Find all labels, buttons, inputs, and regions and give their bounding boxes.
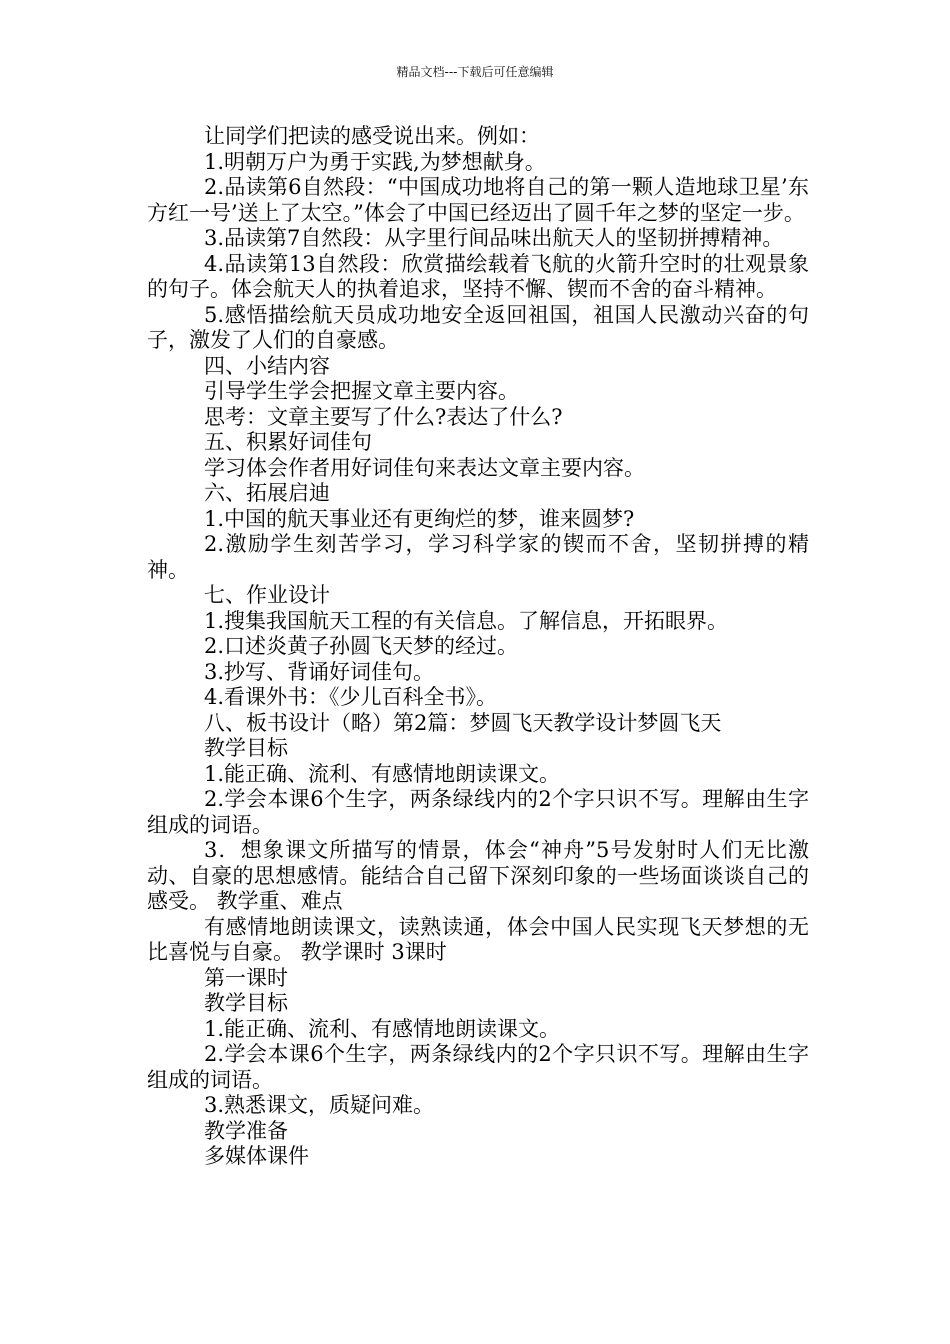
paragraph: 1.中国的航天事业还有更绚烂的梦，谁来圆梦? xyxy=(204,506,635,531)
section-heading: 八、板书设计（略）第2篇：梦圆飞天教学设计梦圆飞天 xyxy=(204,710,722,735)
paragraph: 4.看课外书：《少儿百科全书》。 xyxy=(204,685,498,709)
paragraph: 让同学们把读的感受说出来。例如： xyxy=(204,124,540,148)
paragraph: 1.能正确、流利、有感情地朗读课文。 xyxy=(204,1016,561,1041)
paragraph: 4.品读第13自然段：欣赏描绘载着飞航的火箭升空时的壮观景象的句子。体会航天人的执着追求，坚持不懈、锲而不舍的奋斗精神。 xyxy=(147,251,809,301)
section-heading: 六、拓展启迪 xyxy=(204,481,330,505)
paragraph: 3.品读第7自然段：从字里行间品味出航天人的坚韧拼搏精神。 xyxy=(204,226,784,250)
section-heading: 教学目标 xyxy=(204,736,288,760)
paragraph: 1.搜集我国航天工程的有关信息。了解信息，开拓眼界。 xyxy=(204,608,729,633)
paragraph: 2.品读第6自然段：“中国成功地将自己的第一颗人造地球卫星’东方红一号’送上了太空。”体会了中国已经迈出了圆千年之梦的坚定一步。 xyxy=(147,175,809,225)
section-heading: 第一课时 xyxy=(204,965,288,990)
paragraph: 3．想象课文所描写的情景，体会“神舟”5号发射时人们无比激动、自豪的思想感情。能结合自己留下深刻印象的一些场面谈谈自己的感受。 教学重、难点 xyxy=(147,838,809,913)
paragraph: 多媒体课件 xyxy=(204,1144,309,1168)
paragraph: 5.感悟描绘航天员成功地安全返回祖国，祖国人民激动兴奋的句子，激发了人们的自豪感。 xyxy=(147,302,809,352)
paragraph: 3.抄写、背诵好词佳句。 xyxy=(204,659,435,684)
paragraph: 2.激励学生刻苦学习，学习科学家的锲而不舍，坚韧拼搏的精神。 xyxy=(147,532,809,582)
section-heading: 五、积累好词佳句 xyxy=(204,430,372,454)
paragraph: 学习体会作者用好词佳句来表达文章主要内容。 xyxy=(204,455,645,480)
page-header: 精品文档---下载后可任意编辑 xyxy=(396,65,554,79)
section-heading: 教学目标 xyxy=(204,991,288,1015)
paragraph: 2.学会本课6个生字，两条绿线内的2个字只识不写。理解由生字组成的词语。 xyxy=(147,787,809,837)
section-heading: 七、作业设计 xyxy=(204,583,330,607)
paragraph: 2.学会本课6个生字，两条绿线内的2个字只识不写。理解由生字组成的词语。 xyxy=(147,1042,809,1092)
section-heading: 四、小结内容 xyxy=(204,353,330,378)
paragraph: 2.口述炎黄子孙圆飞天梦的经过。 xyxy=(204,634,519,658)
document-body xyxy=(147,124,809,1170)
paragraph: 1.能正确、流利、有感情地朗读课文。 xyxy=(204,761,561,786)
paragraph: 思考：文章主要写了什么?表达了什么? xyxy=(204,404,563,429)
paragraph: 引导学生学会把握文章主要内容。 xyxy=(204,379,519,403)
paragraph: 有感情地朗读课文，读熟读通，体会中国人民实现飞天梦想的无比喜悦与自豪。 教学课时 3课时 xyxy=(147,914,809,964)
paragraph: 1.明朝万户为勇于实践,为梦想献身。 xyxy=(204,149,546,174)
section-heading: 教学准备 xyxy=(204,1118,288,1143)
paragraph: 3.熟悉课文，质疑问难。 xyxy=(204,1093,435,1117)
